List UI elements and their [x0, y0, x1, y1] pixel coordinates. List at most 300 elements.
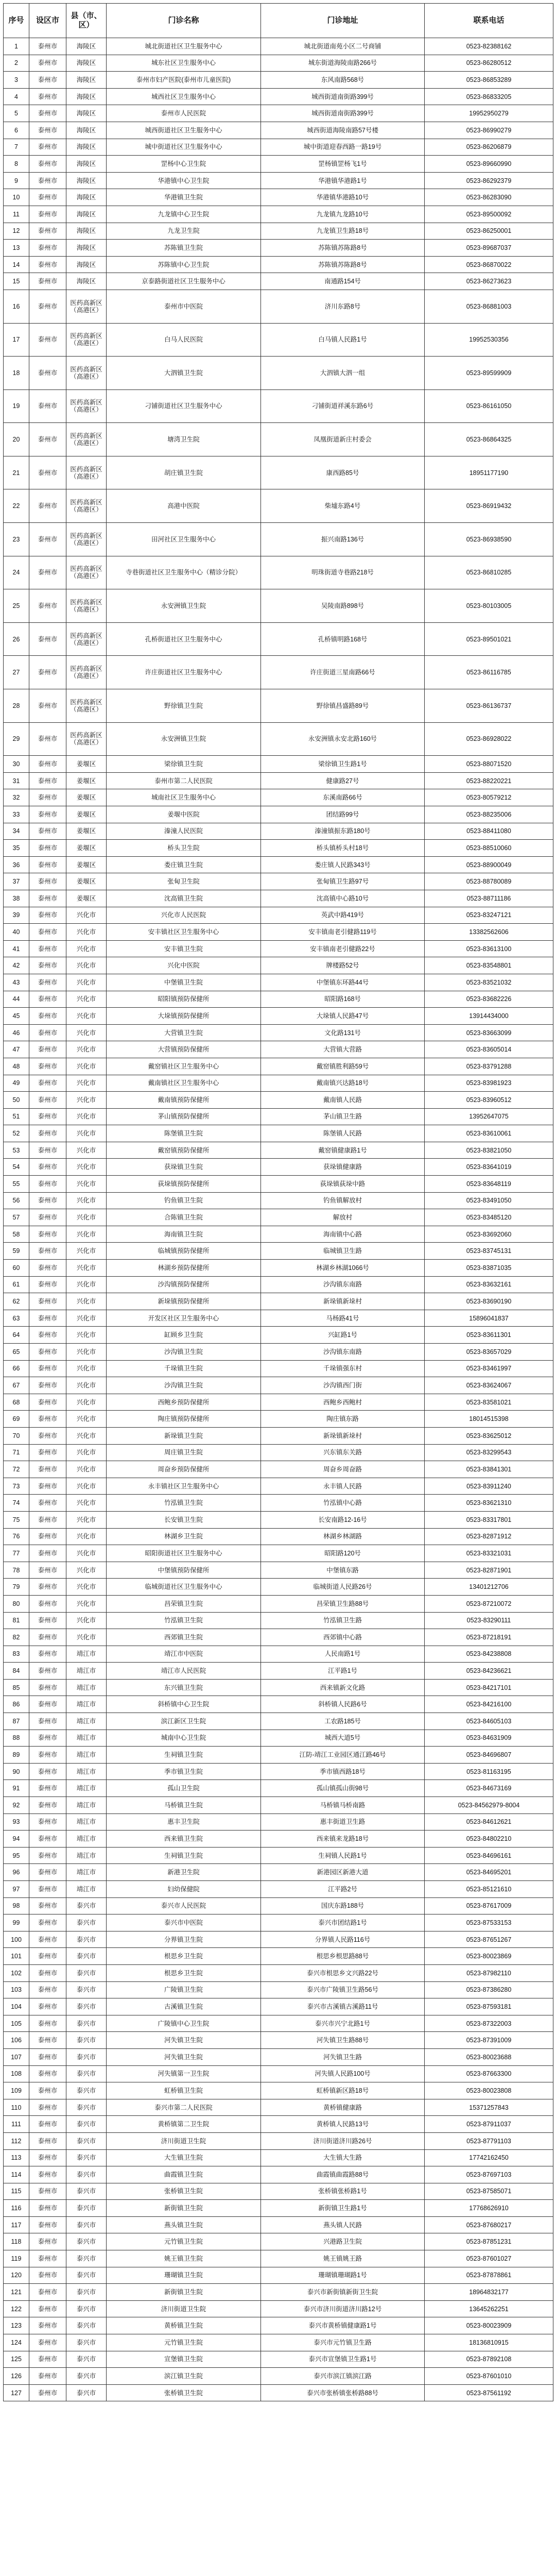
cell-seq: 119: [4, 2250, 29, 2267]
cell-city: 泰州市: [29, 1092, 66, 1109]
cell-city: 泰州市: [29, 1797, 66, 1814]
table-row: [4, 1276, 553, 1293]
table-row: [4, 1293, 553, 1310]
cell-city: 泰州市: [29, 122, 66, 139]
cell-clinic-name: 大营镇卫生院: [107, 1024, 261, 1041]
cell-clinic-name: 林湖乡预防保健所: [107, 1260, 261, 1277]
cell-phone: 0523-80023688: [425, 2048, 553, 2065]
cell-clinic-name: 泰州市妇产医院(泰州市儿童医院): [107, 72, 261, 89]
cell-county: 姜堰区: [66, 856, 107, 873]
cell-city: 泰州市: [29, 2015, 66, 2032]
cell-phone: 0523-86990279: [425, 122, 553, 139]
cell-county: 泰兴市: [66, 2200, 107, 2217]
cell-address: 河失镇卫生路88号: [261, 2032, 425, 2049]
cell-seq: 29: [4, 722, 29, 756]
cell-clinic-name: 兴化中医院: [107, 957, 261, 974]
cell-phone: 0523-83290111: [425, 1612, 553, 1629]
cell-clinic-name: 西来镇卫生院: [107, 1831, 261, 1848]
cell-address: 九龙镇九龙路10号: [261, 206, 425, 223]
table-row: [4, 1528, 553, 1545]
cell-city: 泰州市: [29, 423, 66, 456]
cell-seq: 92: [4, 1797, 29, 1814]
cell-clinic-name: 永丰镇社区卫生服务中心: [107, 1478, 261, 1495]
cell-county: 医药高新区（高港区）: [66, 290, 107, 323]
cell-city: 泰州市: [29, 890, 66, 907]
cell-city: 泰州市: [29, 1931, 66, 1948]
cell-county: 医药高新区（高港区）: [66, 556, 107, 589]
cell-address: 沈高镇中心路10号: [261, 890, 425, 907]
cell-city: 泰州市: [29, 1897, 66, 1914]
cell-address: 泰兴市元竹镇卫生路: [261, 2334, 425, 2351]
table-row: [4, 2351, 553, 2368]
cell-city: 泰州市: [29, 1780, 66, 1797]
cell-phone: 0523-80579212: [425, 789, 553, 806]
cell-county: 泰兴市: [66, 2351, 107, 2368]
cell-seq: 25: [4, 589, 29, 623]
table-row: [4, 189, 553, 206]
cell-seq: 75: [4, 1511, 29, 1528]
cell-clinic-name: 斜桥镇中心卫生院: [107, 1696, 261, 1713]
table-row: [4, 1579, 553, 1596]
cell-address: 振兴南路136号: [261, 523, 425, 556]
table-row: [4, 2082, 553, 2099]
cell-county: 医药高新区（高港区）: [66, 656, 107, 689]
cell-address: 黄桥镇人民路13号: [261, 2116, 425, 2133]
table-row: [4, 1914, 553, 1931]
cell-phone: 0523-83491050: [425, 1192, 553, 1209]
cell-address: 曲霞镇曲霞路88号: [261, 2166, 425, 2183]
cell-county: 泰兴市: [66, 2334, 107, 2351]
cell-county: 姜堰区: [66, 840, 107, 857]
cell-seq: 97: [4, 1881, 29, 1898]
cell-phone: 0523-80023869: [425, 1948, 553, 1965]
cell-phone: 0523-87617009: [425, 1897, 553, 1914]
cell-address: 生祠镇人民路1号: [261, 1847, 425, 1864]
cell-address: 获垛镇健康路: [261, 1159, 425, 1176]
cell-phone: 0523-86864325: [425, 423, 553, 456]
cell-city: 泰州市: [29, 1763, 66, 1780]
cell-address: 中堡镇东路: [261, 1562, 425, 1579]
cell-city: 泰州市: [29, 1176, 66, 1193]
cell-city: 泰州市: [29, 1394, 66, 1411]
cell-clinic-name: 新垛镇卫生院: [107, 1427, 261, 1444]
table-row: [4, 589, 553, 623]
cell-county: 海陵区: [66, 72, 107, 89]
cell-city: 泰州市: [29, 1209, 66, 1226]
cell-address: 陶庄镇东路: [261, 1411, 425, 1428]
cell-address: 城西街道海陵南路57号楼: [261, 122, 425, 139]
cell-clinic-name: 滨江新区卫生院: [107, 1713, 261, 1730]
cell-clinic-name: 曲霞镇卫生院: [107, 2166, 261, 2183]
table-row: [4, 2048, 553, 2065]
cell-city: 泰州市: [29, 1545, 66, 1562]
cell-address: 东溪南路66号: [261, 789, 425, 806]
cell-clinic-name: 临城镇预防保健所: [107, 1243, 261, 1260]
cell-city: 泰州市: [29, 1411, 66, 1428]
cell-clinic-name: 获垛镇卫生院: [107, 1159, 261, 1176]
cell-phone: 0523-83632161: [425, 1276, 553, 1293]
table-row: [4, 2368, 553, 2385]
cell-phone: 0523-84236621: [425, 1663, 553, 1680]
cell-address: 明珠街道寺巷路218号: [261, 556, 425, 589]
cell-phone: 0523-82871901: [425, 1562, 553, 1579]
cell-seq: 47: [4, 1041, 29, 1058]
cell-city: 泰州市: [29, 1814, 66, 1831]
cell-address: 泰兴市张桥镇张桥路88号: [261, 2384, 425, 2401]
table-row: [4, 273, 553, 290]
cell-city: 泰州市: [29, 1730, 66, 1747]
table-row: [4, 256, 553, 273]
table-row: [4, 489, 553, 523]
cell-phone: 0523-87982110: [425, 1964, 553, 1981]
cell-clinic-name: 济川街道卫生院: [107, 2300, 261, 2317]
cell-clinic-name: 燕头镇卫生院: [107, 2216, 261, 2233]
cell-city: 泰州市: [29, 489, 66, 523]
cell-city: 泰州市: [29, 1159, 66, 1176]
table-row: [4, 1075, 553, 1092]
cell-seq: 123: [4, 2317, 29, 2334]
cell-address: 柴墟东路4号: [261, 489, 425, 523]
cell-phone: 0523-86116785: [425, 656, 553, 689]
cell-address: 苏陈镇苏陈路8号: [261, 256, 425, 273]
cell-clinic-name: 城北街道社区卫生服务中心: [107, 38, 261, 55]
cell-county: 兴化市: [66, 1008, 107, 1025]
cell-seq: 111: [4, 2116, 29, 2133]
cell-clinic-name: 昭阳街道社区卫生服务中心: [107, 1545, 261, 1562]
table-row: [4, 1092, 553, 1109]
cell-county: 兴化市: [66, 1495, 107, 1512]
cell-city: 泰州市: [29, 2351, 66, 2368]
cell-clinic-name: 城西社区卫生服务中心: [107, 88, 261, 105]
cell-phone: 0523-83485120: [425, 1209, 553, 1226]
cell-phone: 0523-86853289: [425, 72, 553, 89]
cell-county: 兴化市: [66, 991, 107, 1008]
cell-phone: 15896041837: [425, 1310, 553, 1327]
table-row: [4, 1176, 553, 1193]
cell-address: 西鲍乡西鲍村: [261, 1394, 425, 1411]
cell-city: 泰州市: [29, 756, 66, 773]
cell-clinic-name: 溱潼人民医院: [107, 823, 261, 840]
cell-city: 泰州市: [29, 1747, 66, 1764]
cell-clinic-name: 河失镇卫生院: [107, 2048, 261, 2065]
table-row: [4, 1444, 553, 1461]
cell-address: 济川街道济川路26号: [261, 2132, 425, 2149]
header-clinic-address: 门诊地址: [261, 4, 425, 38]
table-row: [4, 1008, 553, 1025]
cell-county: 海陵区: [66, 88, 107, 105]
cell-phone: 0523-83682226: [425, 991, 553, 1008]
cell-address: 刁铺街道祥溪东路6号: [261, 389, 425, 423]
cell-seq: 65: [4, 1344, 29, 1361]
cell-seq: 10: [4, 189, 29, 206]
cell-phone: 0523-83611301: [425, 1327, 553, 1344]
cell-county: 海陵区: [66, 38, 107, 55]
cell-phone: 0523-83299543: [425, 1444, 553, 1461]
cell-seq: 3: [4, 72, 29, 89]
cell-city: 泰州市: [29, 2300, 66, 2317]
cell-county: 靖江市: [66, 1814, 107, 1831]
cell-phone: 0523-84696161: [425, 1847, 553, 1864]
cell-phone: 0523-80023909: [425, 2317, 553, 2334]
cell-seq: 100: [4, 1931, 29, 1948]
cell-phone: 0523-83745131: [425, 1243, 553, 1260]
cell-county: 靖江市: [66, 1646, 107, 1663]
cell-address: 西来镇新文化路: [261, 1679, 425, 1696]
cell-county: 兴化市: [66, 1360, 107, 1377]
cell-seq: 24: [4, 556, 29, 589]
cell-clinic-name: 城西街道社区卫生服务中心: [107, 122, 261, 139]
table-row: [4, 2300, 553, 2317]
cell-address: 吴陵南路898号: [261, 589, 425, 623]
cell-seq: 103: [4, 1981, 29, 1998]
cell-clinic-name: 广陵镇卫生院: [107, 1981, 261, 1998]
cell-county: 医药高新区（高港区）: [66, 689, 107, 723]
cell-city: 泰州市: [29, 1679, 66, 1696]
cell-seq: 55: [4, 1176, 29, 1193]
cell-address: 大泗镇大泗一组: [261, 357, 425, 390]
cell-seq: 46: [4, 1024, 29, 1041]
cell-phone: 0523-87878861: [425, 2267, 553, 2284]
cell-city: 泰州市: [29, 1847, 66, 1864]
cell-phone: 0523-88411080: [425, 823, 553, 840]
cell-address: 华港镇华港路1号: [261, 172, 425, 189]
cell-clinic-name: 虹桥镇卫生院: [107, 2082, 261, 2099]
cell-phone: 0523-86833205: [425, 88, 553, 105]
cell-address: 国庆东路188号: [261, 1897, 425, 1914]
cell-county: 泰兴市: [66, 1964, 107, 1981]
cell-seq: 27: [4, 656, 29, 689]
cell-clinic-name: 沙沟镇卫生院: [107, 1344, 261, 1361]
table-row: [4, 2065, 553, 2082]
cell-clinic-name: 分界镇卫生院: [107, 1931, 261, 1948]
cell-clinic-name: 中堡镇预防保健所: [107, 1562, 261, 1579]
cell-phone: 0523-87851231: [425, 2233, 553, 2250]
cell-county: 兴化市: [66, 1192, 107, 1209]
cell-county: 姜堰区: [66, 806, 107, 823]
cell-county: 靖江市: [66, 1831, 107, 1848]
cell-city: 泰州市: [29, 1327, 66, 1344]
cell-city: 泰州市: [29, 1276, 66, 1293]
cell-city: 泰州市: [29, 1142, 66, 1159]
cell-city: 泰州市: [29, 2317, 66, 2334]
table-row: [4, 2200, 553, 2217]
cell-phone: 0523-86928022: [425, 722, 553, 756]
cell-seq: 80: [4, 1595, 29, 1612]
cell-seq: 40: [4, 924, 29, 941]
cell-address: 永丰镇人民路: [261, 1478, 425, 1495]
cell-county: 兴化市: [66, 924, 107, 941]
cell-seq: 98: [4, 1897, 29, 1914]
cell-address: 中堡镇东环路44号: [261, 974, 425, 991]
cell-phone: 0523-86810285: [425, 556, 553, 589]
cell-city: 泰州市: [29, 1075, 66, 1092]
table-row: [4, 1847, 553, 1864]
cell-city: 泰州市: [29, 2082, 66, 2099]
cell-seq: 16: [4, 290, 29, 323]
cell-county: 兴化市: [66, 1108, 107, 1125]
cell-phone: 0523-88780089: [425, 873, 553, 890]
cell-address: 西郊镇中心路: [261, 1629, 425, 1646]
cell-seq: 34: [4, 823, 29, 840]
cell-phone: 0523-87601010: [425, 2368, 553, 2385]
cell-phone: 0523-83871035: [425, 1260, 553, 1277]
cell-address: 城西街道南街路399号: [261, 105, 425, 122]
cell-seq: 54: [4, 1159, 29, 1176]
cell-seq: 117: [4, 2216, 29, 2233]
cell-city: 泰州市: [29, 389, 66, 423]
cell-clinic-name: 东兴镇卫生院: [107, 1679, 261, 1696]
cell-clinic-name: 许庄街道社区卫生服务中心: [107, 656, 261, 689]
cell-city: 泰州市: [29, 2183, 66, 2200]
cell-phone: 0523-83461997: [425, 1360, 553, 1377]
cell-clinic-name: 九龙镇中心卫生院: [107, 206, 261, 223]
cell-clinic-name: 寺巷街道社区卫生服务中心（精诊分院）: [107, 556, 261, 589]
cell-phone: 17768626910: [425, 2200, 553, 2217]
cell-address: 马桥镇马桥南路: [261, 1797, 425, 1814]
table-row: [4, 38, 553, 55]
cell-address: 城西大道5号: [261, 1730, 425, 1747]
cell-phone: 13914434000: [425, 1008, 553, 1025]
cell-clinic-name: 兴化市人民医院: [107, 907, 261, 924]
cell-city: 泰州市: [29, 139, 66, 156]
cell-clinic-name: 胡庄镇卫生院: [107, 456, 261, 489]
table-row: [4, 122, 553, 139]
table-row: [4, 1243, 553, 1260]
table-row: [4, 1629, 553, 1646]
cell-county: 医药高新区（高港区）: [66, 622, 107, 656]
table-row: [4, 2216, 553, 2233]
cell-address: 泰兴市济川街道济川路12号: [261, 2300, 425, 2317]
cell-clinic-name: 孔桥街道社区卫生服务中心: [107, 622, 261, 656]
cell-city: 泰州市: [29, 1629, 66, 1646]
cell-clinic-name: 大营镇预防保健所: [107, 1041, 261, 1058]
cell-county: 泰兴市: [66, 2099, 107, 2116]
cell-address: 惠丰街道卫生路: [261, 1814, 425, 1831]
cell-address: 桥头镇桥头村18号: [261, 840, 425, 857]
table-row: [4, 523, 553, 556]
cell-clinic-name: 生祠镇卫生院: [107, 1747, 261, 1764]
cell-seq: 21: [4, 456, 29, 489]
cell-address: 沙沟镇东南路: [261, 1276, 425, 1293]
cell-phone: 0523-87593181: [425, 1998, 553, 2015]
table-row: [4, 389, 553, 423]
cell-address: 孤山镇孤山街98号: [261, 1780, 425, 1797]
cell-phone: 0523-83624067: [425, 1377, 553, 1394]
cell-seq: 15: [4, 273, 29, 290]
cell-city: 泰州市: [29, 1831, 66, 1848]
table-row: [4, 223, 553, 240]
cell-clinic-name: 九龙卫生院: [107, 223, 261, 240]
cell-seq: 74: [4, 1495, 29, 1512]
cell-clinic-name: 梁徐镇卫生院: [107, 756, 261, 773]
cell-city: 泰州市: [29, 172, 66, 189]
cell-county: 兴化市: [66, 1024, 107, 1041]
cell-clinic-name: 大垛镇预防保健所: [107, 1008, 261, 1025]
table-row: [4, 890, 553, 907]
cell-phone: 0523-88220221: [425, 772, 553, 789]
table-row: [4, 2015, 553, 2032]
cell-county: 海陵区: [66, 55, 107, 72]
cell-clinic-name: 安丰镇卫生院: [107, 940, 261, 957]
cell-city: 泰州市: [29, 2334, 66, 2351]
cell-address: 竹泓镇中心路: [261, 1495, 425, 1512]
cell-phone: 0523-83791288: [425, 1058, 553, 1075]
cell-city: 泰州市: [29, 273, 66, 290]
cell-city: 泰州市: [29, 1377, 66, 1394]
table-row: [4, 2233, 553, 2250]
table-row: [4, 1260, 553, 1277]
cell-city: 泰州市: [29, 2250, 66, 2267]
cell-county: 兴化市: [66, 957, 107, 974]
cell-phone: 0523-84695201: [425, 1864, 553, 1881]
cell-city: 泰州市: [29, 2132, 66, 2149]
cell-county: 兴化市: [66, 1629, 107, 1646]
table-row: [4, 1411, 553, 1428]
cell-seq: 99: [4, 1914, 29, 1931]
cell-phone: 18136810915: [425, 2334, 553, 2351]
cell-city: 泰州市: [29, 38, 66, 55]
table-row: [4, 1545, 553, 1562]
cell-clinic-name: 根思乡卫生院: [107, 1964, 261, 1981]
cell-county: 靖江市: [66, 1763, 107, 1780]
table-row: [4, 1041, 553, 1058]
cell-address: 海南镇中心路: [261, 1226, 425, 1243]
cell-address: 临城街道人民路26号: [261, 1579, 425, 1596]
cell-clinic-name: 苏陈镇卫生院: [107, 240, 261, 257]
cell-clinic-name: 新街镇卫生院: [107, 2284, 261, 2301]
cell-address: 永安洲镇永安北路160号: [261, 722, 425, 756]
cell-phone: 0523-86280512: [425, 55, 553, 72]
clinic-table: [3, 3, 553, 2401]
cell-city: 泰州市: [29, 1108, 66, 1125]
cell-phone: 0523-87561192: [425, 2384, 553, 2401]
cell-phone: 0523-83648119: [425, 1176, 553, 1193]
table-row: [4, 1881, 553, 1898]
cell-clinic-name: 张甸卫生院: [107, 873, 261, 890]
table-row: [4, 139, 553, 156]
table-row: [4, 2149, 553, 2166]
cell-seq: 81: [4, 1612, 29, 1629]
cell-county: 泰兴市: [66, 2267, 107, 2284]
cell-clinic-name: 长安镇卫生院: [107, 1511, 261, 1528]
cell-address: 泰兴市兴宁北路1号: [261, 2015, 425, 2032]
cell-county: 靖江市: [66, 1730, 107, 1747]
cell-city: 泰州市: [29, 789, 66, 806]
table-row: [4, 991, 553, 1008]
cell-city: 泰州市: [29, 1511, 66, 1528]
cell-seq: 102: [4, 1964, 29, 1981]
cell-phone: 0523-89501021: [425, 622, 553, 656]
cell-city: 泰州市: [29, 589, 66, 623]
cell-address: 昭阳路120号: [261, 1545, 425, 1562]
cell-clinic-name: 张桥镇卫生院: [107, 2183, 261, 2200]
cell-county: 姜堰区: [66, 789, 107, 806]
cell-phone: 0523-86250001: [425, 223, 553, 240]
cell-address: 新港园区新港大道: [261, 1864, 425, 1881]
cell-phone: 0523-83981923: [425, 1075, 553, 1092]
cell-address: 康西路85号: [261, 456, 425, 489]
cell-clinic-name: 元竹镇卫生院: [107, 2334, 261, 2351]
table-row: [4, 1142, 553, 1159]
cell-seq: 82: [4, 1629, 29, 1646]
cell-phone: 15371257843: [425, 2099, 553, 2116]
cell-city: 泰州市: [29, 974, 66, 991]
table-row: [4, 105, 553, 122]
cell-address: 茅山镇卫生路: [261, 1108, 425, 1125]
cell-phone: 0523-87601027: [425, 2250, 553, 2267]
cell-city: 泰州市: [29, 1125, 66, 1142]
table-row: [4, 423, 553, 456]
